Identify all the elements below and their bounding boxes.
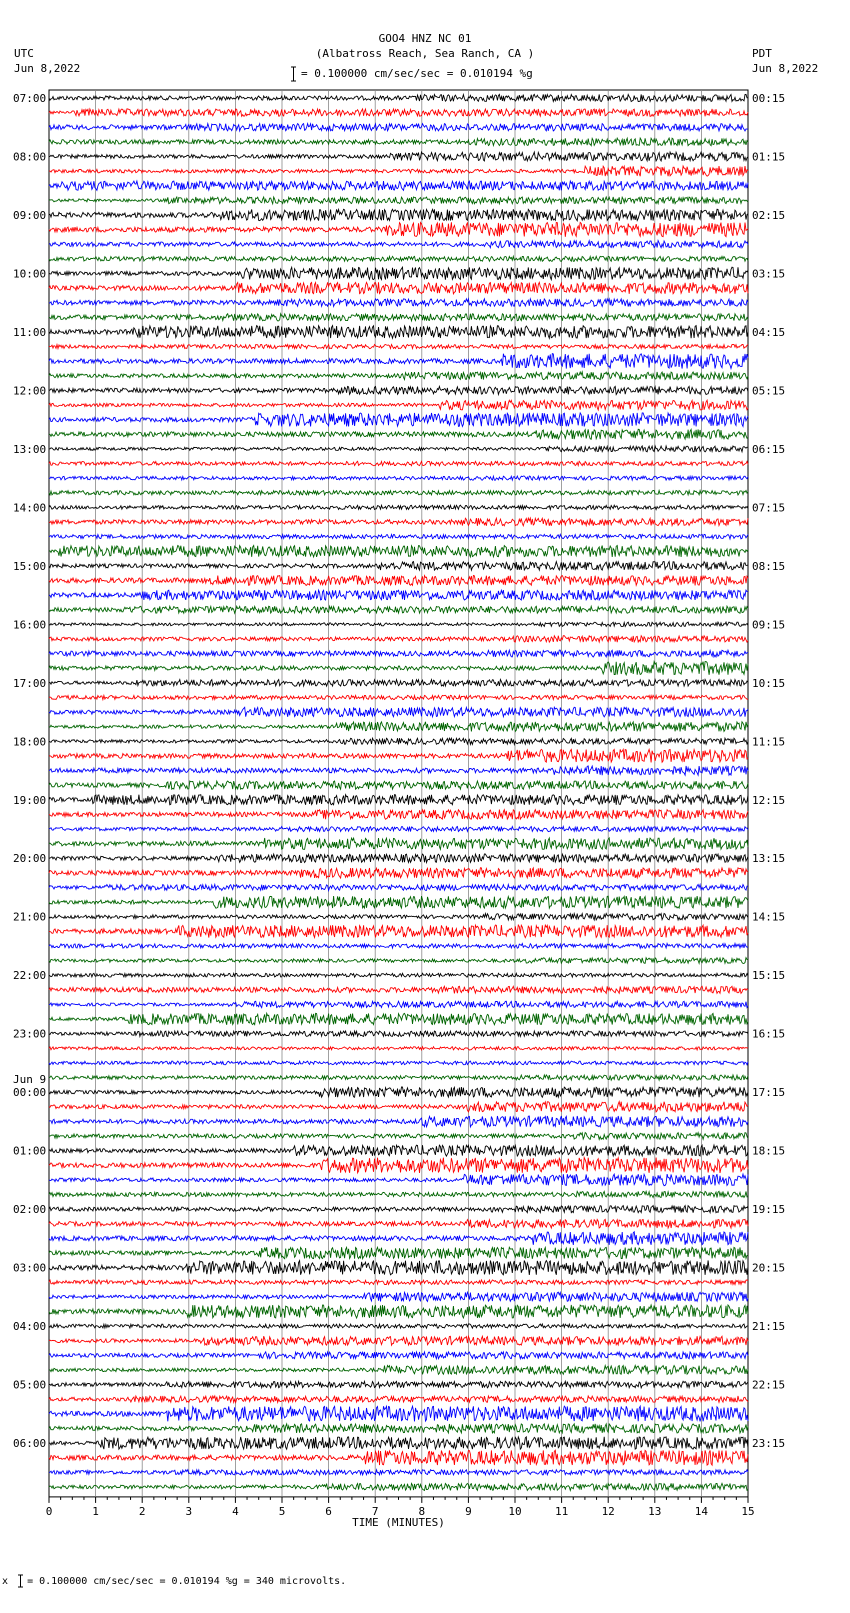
seismic-trace	[49, 1406, 748, 1421]
utc-hour-label: 13:00	[13, 442, 47, 456]
seismic-trace	[49, 299, 748, 307]
seismic-trace	[49, 1260, 748, 1275]
seismic-trace	[49, 680, 748, 687]
seismic-trace	[49, 94, 748, 101]
pdt-hour-label: 12:15	[752, 793, 786, 807]
seismic-trace	[49, 546, 748, 557]
utc-hour-label: 09:00	[13, 208, 47, 222]
pdt-hour-label: 20:15	[752, 1261, 786, 1275]
seismic-trace	[49, 386, 748, 394]
seismic-trace	[49, 695, 748, 699]
x-tick-label: 2	[138, 1504, 146, 1518]
seismic-trace	[49, 1133, 748, 1140]
seismic-trace	[49, 1206, 748, 1213]
x-tick-label: 11	[554, 1504, 569, 1518]
seismic-trace	[49, 413, 748, 427]
seismic-trace	[49, 914, 748, 920]
x-tick-label: 1	[92, 1504, 99, 1518]
seismic-trace	[49, 1116, 748, 1127]
utc-hour-label: 06:00	[13, 1437, 47, 1451]
x-tick-label: 13	[648, 1504, 662, 1518]
seismic-trace	[49, 662, 748, 675]
seismic-trace	[49, 885, 748, 891]
utc-hour-label: 04:00	[13, 1320, 47, 1334]
seismic-trace	[49, 326, 748, 339]
seismic-trace	[49, 766, 748, 775]
utc-hour-label: 23:00	[13, 1027, 47, 1041]
seismic-trace	[49, 838, 748, 849]
seismic-trace	[49, 1424, 748, 1433]
seismic-trace	[49, 1013, 748, 1025]
seismic-trace	[49, 944, 748, 949]
seismic-trace	[49, 738, 748, 744]
utc-hour-label: 19:00	[13, 793, 47, 807]
pdt-hour-label: 06:15	[752, 442, 786, 456]
seismic-trace	[49, 109, 748, 116]
x-tick-label: 15	[741, 1504, 755, 1518]
header-scale-text: = 0.100000 cm/sec/sec = 0.010194 %g	[301, 67, 533, 80]
seismic-trace	[49, 1470, 748, 1475]
seismic-trace	[49, 650, 748, 657]
seismic-trace	[49, 1437, 748, 1449]
seismic-trace	[49, 722, 748, 732]
pdt-hour-label: 16:15	[752, 1027, 786, 1041]
seismic-trace	[49, 1191, 748, 1197]
seismic-trace	[49, 372, 748, 380]
x-tick-label: 5	[278, 1504, 286, 1518]
seismic-trace	[49, 1174, 748, 1186]
pdt-hour-label: 15:15	[752, 969, 786, 983]
seismic-trace	[49, 1001, 748, 1007]
seismic-trace	[49, 622, 748, 627]
pdt-hour-label: 13:15	[752, 852, 786, 866]
right-date: Jun 8,2022	[752, 62, 819, 75]
seismic-trace	[49, 590, 748, 600]
seismic-trace	[49, 958, 748, 964]
x-tick-label: 3	[185, 1504, 193, 1518]
pdt-hour-label: 14:15	[752, 910, 786, 924]
x-tick-label: 9	[465, 1504, 472, 1518]
seismic-trace	[49, 166, 748, 176]
seismic-trace	[49, 1336, 748, 1345]
utc-hour-label: 12:00	[13, 384, 47, 398]
seismic-trace	[49, 781, 748, 789]
pdt-hour-label: 11:15	[752, 735, 786, 749]
seismic-trace	[49, 1483, 748, 1490]
seismic-trace	[49, 1102, 748, 1112]
footer-scale	[2, 1574, 346, 1588]
seismic-trace	[49, 345, 748, 349]
seismic-trace	[49, 896, 748, 908]
seismic-trace	[49, 562, 748, 571]
seismic-trace	[49, 1292, 748, 1301]
seismic-trace	[49, 209, 748, 220]
seismic-trace	[49, 1219, 748, 1228]
utc-hour-label: 20:00	[13, 852, 47, 866]
seismic-trace	[49, 1075, 748, 1080]
seismic-trace	[49, 197, 748, 204]
pdt-hour-label: 10:15	[752, 676, 786, 690]
pdt-hour-label: 09:15	[752, 618, 786, 632]
seismic-trace	[49, 1031, 748, 1036]
seismic-trace	[49, 1365, 748, 1374]
seismic-trace	[49, 854, 748, 863]
seismic-trace	[49, 256, 748, 261]
seismic-trace	[49, 354, 748, 369]
seismic-trace	[49, 1450, 748, 1465]
seismic-trace	[49, 429, 748, 439]
seismic-trace	[49, 636, 748, 643]
pdt-hour-label: 08:15	[752, 559, 786, 573]
utc-hour-label: 17:00	[13, 676, 47, 690]
seismic-trace	[49, 534, 748, 539]
scale-bar-icon	[17, 1574, 24, 1588]
seismic-trace	[49, 446, 748, 452]
seismic-trace	[49, 1145, 748, 1156]
seismic-trace	[49, 1305, 748, 1318]
seismic-trace	[49, 1232, 748, 1245]
utc-hour-label: 18:00	[13, 735, 47, 749]
seismic-trace	[49, 476, 748, 480]
seismic-trace	[49, 124, 748, 131]
scale-marker-icon: x	[2, 1576, 9, 1587]
seismic-trace	[49, 222, 748, 237]
seismic-trace	[49, 1047, 748, 1050]
left-date: Jun 8,2022	[14, 62, 81, 75]
utc-hour-label: 15:00	[13, 559, 47, 573]
pdt-hour-label: 07:15	[752, 501, 786, 515]
utc-hour-label: 05:00	[13, 1378, 47, 1392]
seismic-trace	[49, 152, 748, 161]
pdt-hour-label: 04:15	[752, 325, 786, 339]
seismic-trace	[49, 810, 748, 820]
seismic-trace	[49, 707, 748, 717]
utc-hour-label: 10:00	[13, 267, 47, 281]
x-tick-label: 8	[418, 1504, 426, 1518]
seismic-trace	[49, 1381, 748, 1388]
utc-hour-label: 00:00	[13, 1086, 47, 1100]
seismic-trace	[49, 518, 748, 526]
utc-hour-label: 22:00	[13, 969, 47, 983]
seismic-trace	[49, 181, 748, 190]
day-change-label: Jun 9	[13, 1073, 47, 1087]
pdt-hour-label: 19:15	[752, 1203, 786, 1217]
pdt-hour-label: 00:15	[752, 92, 786, 105]
x-tick-label: 14	[694, 1504, 709, 1518]
seismic-trace	[49, 461, 748, 465]
utc-hour-label: 14:00	[13, 501, 47, 515]
seismic-trace	[49, 1324, 748, 1328]
seismic-trace	[49, 282, 748, 294]
x-tick-label: 7	[371, 1504, 379, 1518]
pdt-hour-label: 02:15	[752, 208, 786, 222]
x-tick-label: 10	[508, 1504, 522, 1518]
utc-hour-label: 07:00	[13, 92, 47, 105]
utc-hour-label: 21:00	[13, 910, 47, 924]
seismic-trace	[49, 267, 748, 280]
utc-hour-label: 02:00	[13, 1203, 47, 1217]
station-title: GOO4 HNZ NC 01	[378, 32, 472, 45]
utc-hour-label: 01:00	[13, 1144, 47, 1158]
seismic-trace	[49, 925, 748, 938]
pdt-hour-label: 23:15	[752, 1437, 786, 1451]
x-tick-label: 4	[232, 1504, 239, 1518]
seismic-trace	[49, 1087, 748, 1097]
footer-scale-text: = 0.100000 cm/sec/sec = 0.010194 %g = 340 microvolts.	[27, 1576, 347, 1587]
seismic-trace	[49, 1352, 748, 1359]
seismic-trace	[49, 576, 748, 586]
seismic-trace	[49, 1247, 748, 1259]
x-tick-label: 6	[325, 1504, 332, 1518]
seismic-trace	[49, 749, 748, 762]
pdt-hour-label: 01:15	[752, 150, 786, 164]
pdt-hour-label: 17:15	[752, 1086, 786, 1100]
pdt-hour-label: 03:15	[752, 267, 786, 281]
utc-hour-label: 11:00	[13, 325, 47, 339]
left-timezone: UTC	[14, 47, 34, 60]
seismic-trace	[49, 138, 748, 146]
seismic-trace	[49, 241, 748, 248]
utc-hour-label: 03:00	[13, 1261, 47, 1275]
seismic-trace	[49, 1061, 748, 1065]
seismic-trace	[49, 1396, 748, 1402]
station-location: (Albatross Reach, Sea Ranch, CA )	[315, 47, 535, 60]
pdt-hour-label: 18:15	[752, 1144, 786, 1158]
x-tick-label: 12	[601, 1504, 615, 1518]
x-axis-label: TIME (MINUTES)	[352, 1515, 445, 1529]
seismic-trace	[49, 986, 748, 993]
utc-hour-label: 08:00	[13, 150, 47, 164]
utc-hour-label: 16:00	[13, 618, 47, 632]
pdt-hour-label: 22:15	[752, 1378, 786, 1392]
seismic-trace	[49, 973, 748, 977]
seismic-trace	[49, 505, 748, 509]
seismic-trace	[49, 826, 748, 831]
seismic-trace	[49, 868, 748, 878]
seismic-trace	[49, 1158, 748, 1173]
seismic-trace	[49, 400, 748, 410]
seismic-trace	[49, 491, 748, 496]
seismic-trace	[49, 314, 748, 321]
right-timezone: PDT	[752, 47, 772, 60]
pdt-hour-label: 21:15	[752, 1320, 786, 1334]
pdt-hour-label: 05:15	[752, 384, 786, 398]
x-tick-label: 0	[45, 1504, 53, 1518]
seismic-trace	[49, 795, 748, 805]
seismic-trace	[49, 1280, 748, 1285]
seismic-trace	[49, 606, 748, 613]
